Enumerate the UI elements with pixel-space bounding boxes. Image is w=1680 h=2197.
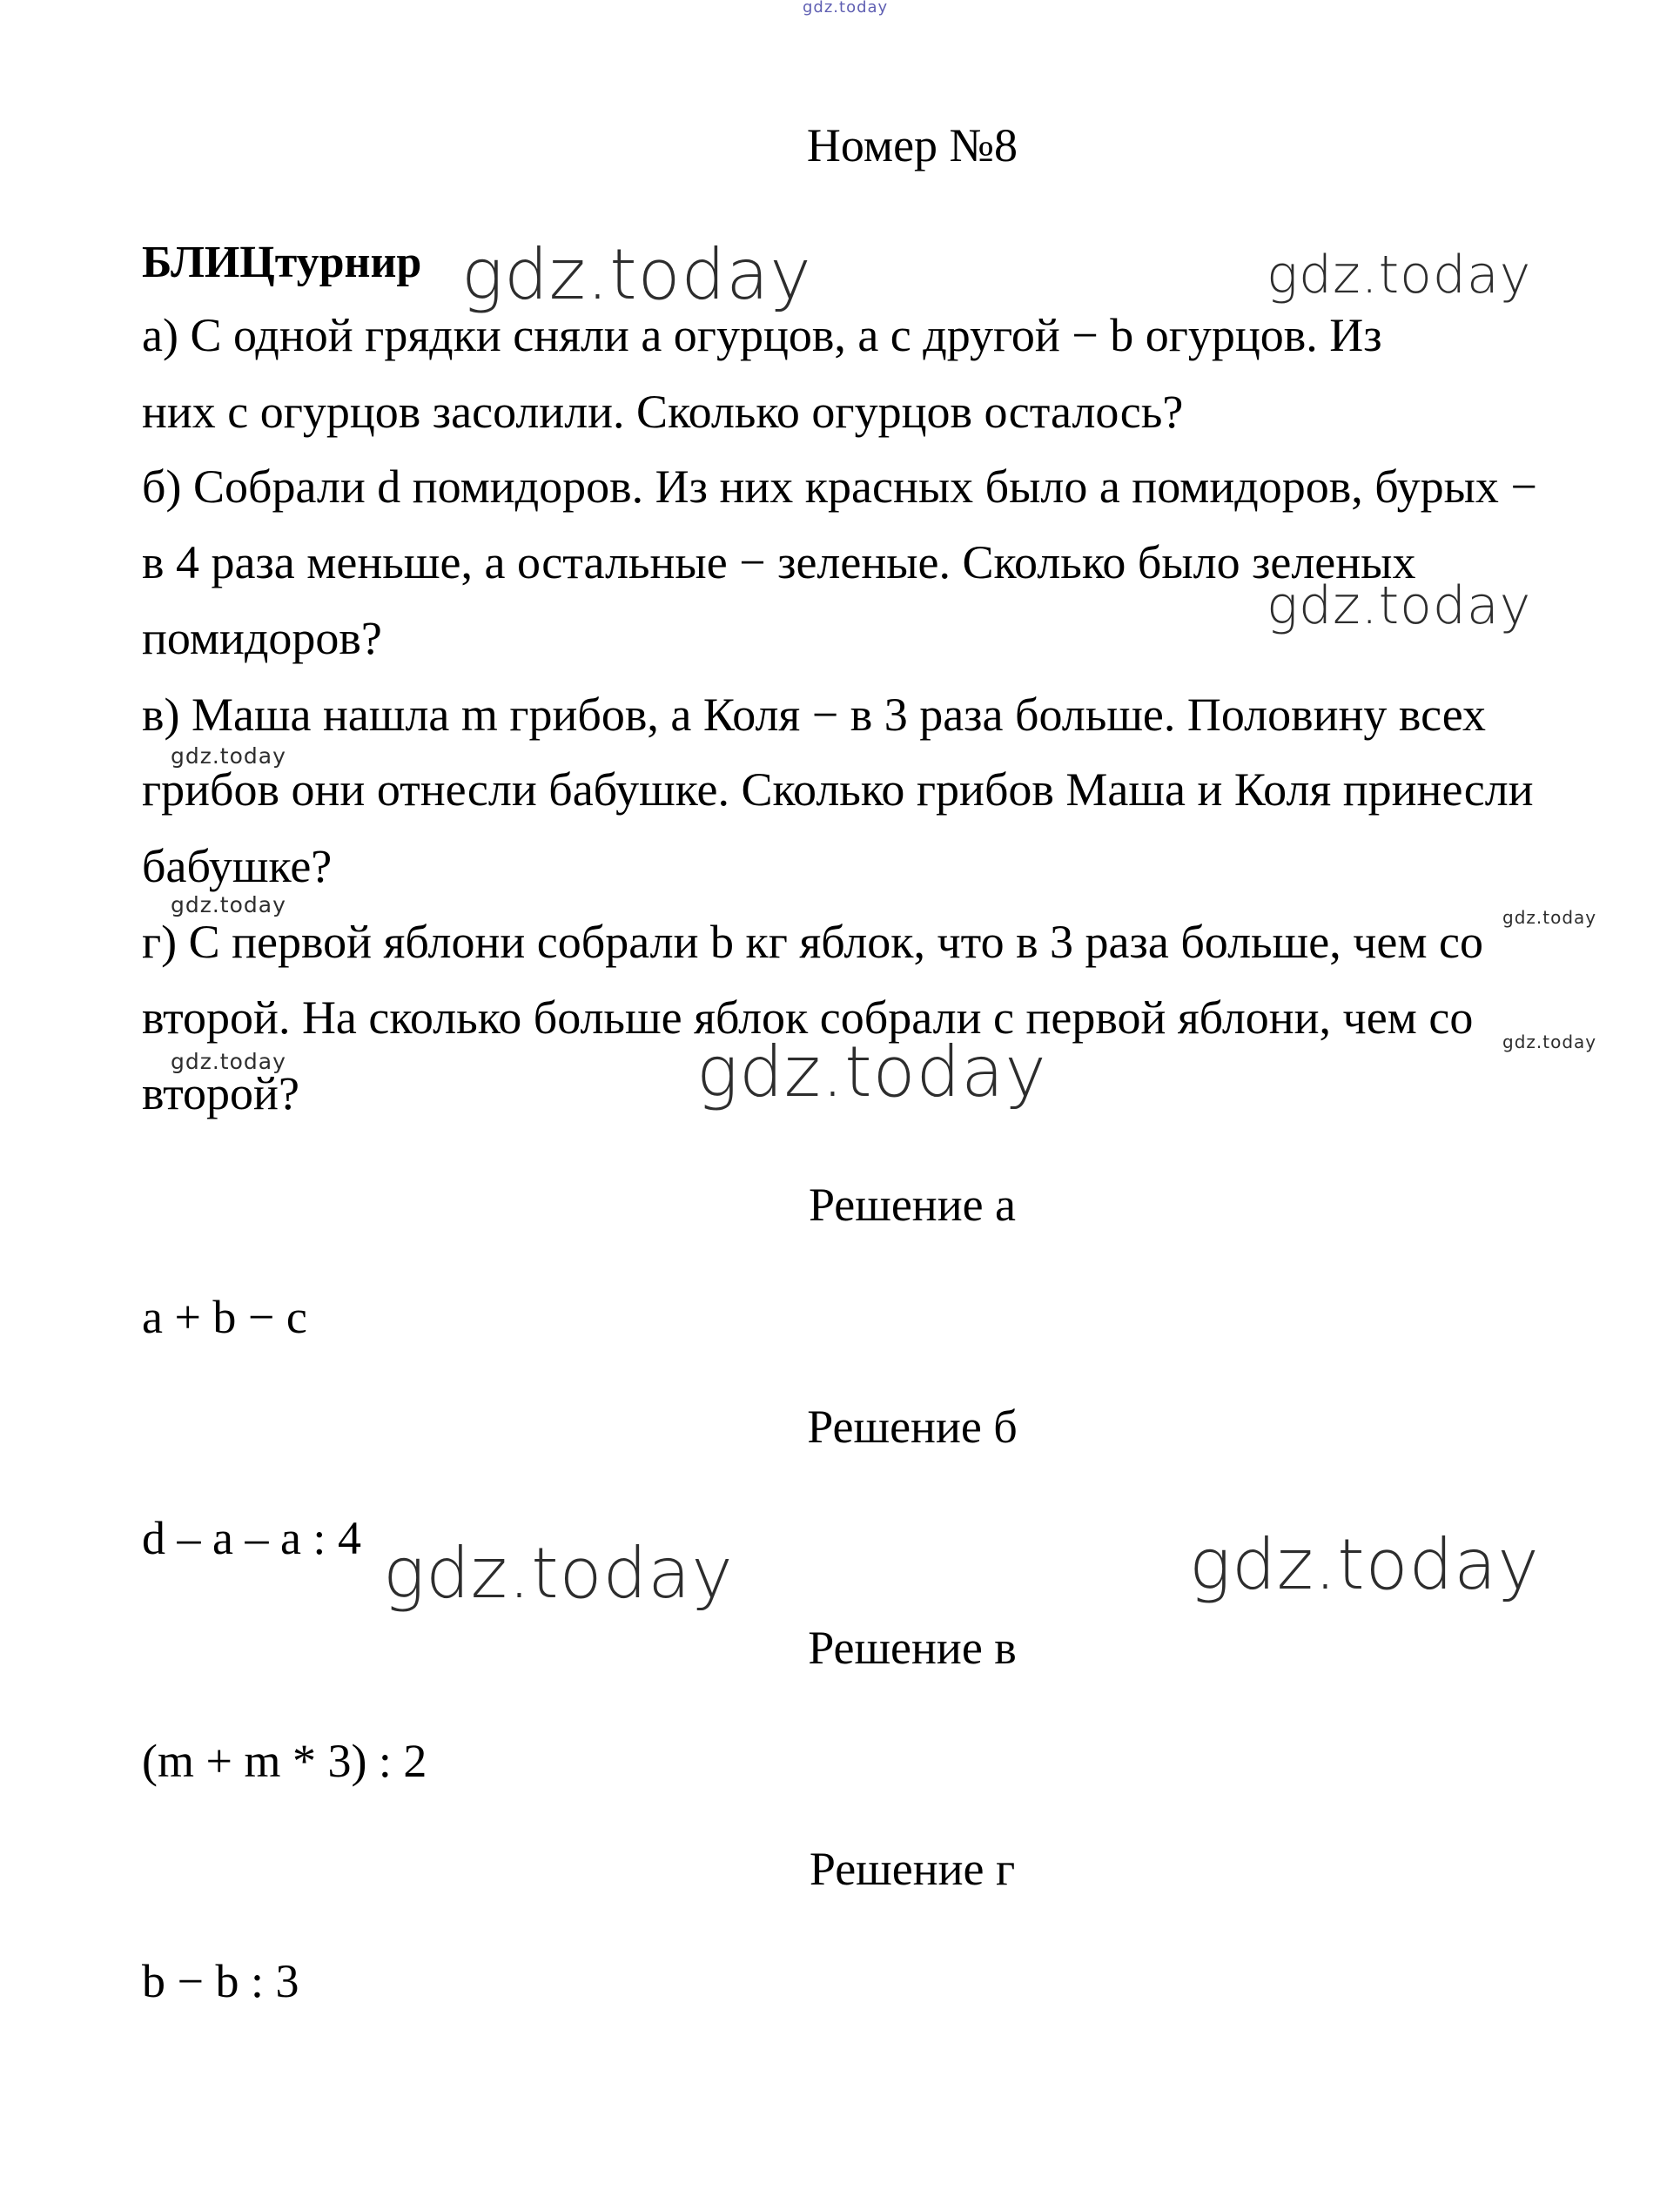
task-c-line-3: бабушке? [142,840,333,892]
task-b-line-1: б) Собрали d помидоров. Из них красных было а помидоров, бурых − [142,460,1537,513]
solution-d-title: Решение г [809,1843,1016,1895]
task-d-line-3: второй? [142,1067,299,1119]
task-d-line-2: второй. На сколько больше яблок собрали с первой яблони, чем со [142,991,1474,1044]
solution-c-formula: (m + m * 3) : 2 [142,1735,427,1787]
watermark-small: gdz.today [171,743,286,769]
solution-b-title: Решение б [807,1401,1018,1453]
watermark-medium: gdz.today [1267,575,1532,636]
solution-a-title: Решение а [808,1179,1017,1231]
watermark-large: gdz.today [696,1031,1047,1112]
task-c-line-2: грибов они отнесли бабушке. Сколько грибов Маша и Коля принесли [142,763,1534,816]
task-a-line-1: а) С одной грядки сняли а огурцов, а с другой − b огурцов. Из [142,309,1382,361]
watermark-tiny: gdz.today [1502,907,1597,928]
page-title: Номер №8 [806,119,1018,171]
watermark-large: gdz.today [461,234,812,315]
section-heading: БЛИЦтурнир [142,238,422,287]
task-d-line-1: г) С первой яблони собрали b кг яблок, что в 3 раза больше, чем со [142,916,1483,968]
watermark-tiny: gdz.today [1502,1031,1597,1052]
solution-b-formula: d – a – a : 4 [142,1512,361,1564]
task-c-line-1: в) Маша нашла m грибов, а Коля − в 3 раза больше. Половину всех [142,689,1486,741]
source-watermark: gdz.today [803,0,889,17]
watermark-large: gdz.today [1189,1524,1540,1605]
solution-c-title: Решение в [808,1622,1017,1674]
watermark-medium: gdz.today [1267,245,1532,306]
task-b-line-2: в 4 раза меньше, а остальные − зеленые. Сколько было зеленых [142,536,1416,588]
watermark-small: gdz.today [171,1049,286,1074]
task-b-line-3: помидоров? [142,612,382,664]
watermark-large: gdz.today [383,1533,734,1614]
solution-a-formula: a + b − c [142,1291,307,1343]
task-a-line-2: них с огурцов засолили. Сколько огурцов осталось? [142,386,1184,438]
watermark-small: gdz.today [171,892,286,917]
solution-d-formula: b − b : 3 [142,1955,299,2007]
